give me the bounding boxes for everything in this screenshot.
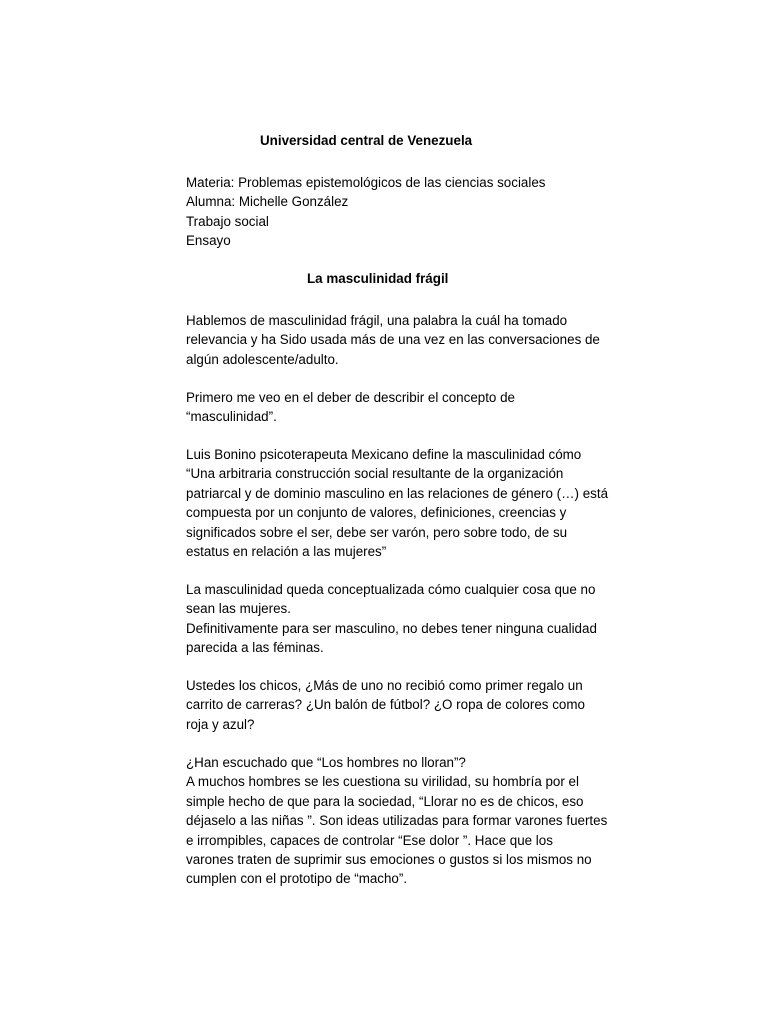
paragraph-line: compuesta por un conjunto de valores, definiciones, creencias y bbox=[186, 505, 567, 521]
paragraph-3 bbox=[186, 445, 646, 561]
paragraph-line: Luis Bonino psicoterapeuta Mexicano define la masculinidad cómo bbox=[186, 447, 582, 462]
paragraph-line: estatus en relación a las mujeres” bbox=[186, 543, 387, 559]
paragraph-line: “Una arbitraria construcción social resultante de la organización bbox=[186, 466, 564, 482]
paragraph-line: parecida a las féminas. bbox=[186, 640, 324, 656]
meta-block bbox=[186, 173, 646, 251]
meta-career: Trabajo social bbox=[186, 213, 269, 229]
paragraph-line: sean las mujeres. bbox=[186, 601, 291, 617]
paragraph-line: Definitivamente para ser masculino, no debes tener ninguna cualidad bbox=[186, 620, 597, 636]
paragraph-line: cumplen con el prototipo de “macho”. bbox=[186, 871, 408, 887]
paragraph-line: “masculinidad”. bbox=[186, 409, 277, 425]
paragraph-5 bbox=[186, 676, 646, 734]
university-heading: Universidad central de Venezuela bbox=[260, 133, 473, 148]
paragraph-line: Primero me veo en el deber de describir el concepto de bbox=[186, 390, 515, 405]
paragraph-line: roja y azul? bbox=[186, 716, 255, 732]
paragraph-line: La masculinidad queda conceptualizada cómo cualquier cosa que no bbox=[186, 582, 596, 597]
paragraph-1 bbox=[186, 311, 646, 369]
paragraph-line: Ustedes los chicos, ¿Más de uno no recibió como primer regalo un bbox=[186, 678, 583, 693]
paragraph-line: déjaselo a las niñas ”. Son ideas utilizadas para formar varones fuertes bbox=[186, 813, 608, 829]
paragraph-line: simple hecho de que para la sociedad, “Llorar no es de chicos, eso bbox=[186, 793, 584, 809]
paragraph-line: A muchos hombres se les cuestiona su virilidad, su hombría por el bbox=[186, 774, 579, 790]
meta-subject: Materia: Problemas epistemológicos de las ciencias sociales bbox=[186, 175, 546, 190]
paragraph-line: ¿Han escuchado que “Los hombres no lloran”? bbox=[186, 755, 466, 770]
essay-title: La masculinidad frágil bbox=[307, 271, 449, 286]
meta-student: Alumna: Michelle González bbox=[186, 194, 349, 210]
meta-type: Ensayo bbox=[186, 233, 231, 249]
paragraph-line: carrito de carreras? ¿Un balón de fútbol? ¿O ropa de colores como bbox=[186, 697, 585, 713]
paragraph-line: Hablemos de masculinidad frágil, una palabra la cuál ha tomado bbox=[186, 313, 568, 328]
paragraph-line: varones traten de suprimir sus emociones o gustos si los mismos no bbox=[186, 851, 592, 867]
paragraph-line: relevancia y ha Sido usada más de una vez en las conversaciones de bbox=[186, 332, 600, 348]
paragraph-line: significados sobre el ser, debe ser varón, pero sobre todo, de su bbox=[186, 524, 568, 540]
paragraph-2 bbox=[186, 388, 646, 427]
paragraph-line: e irrompibles, capaces de controlar “Ese dolor ”. Hace que los bbox=[186, 832, 553, 848]
paragraph-6 bbox=[186, 753, 646, 889]
paragraph-4 bbox=[186, 580, 646, 658]
paragraph-line: algún adolescente/adulto. bbox=[186, 351, 339, 367]
paragraph-line: patriarcal y de dominio masculino en las relaciones de género (…) está bbox=[186, 485, 609, 501]
